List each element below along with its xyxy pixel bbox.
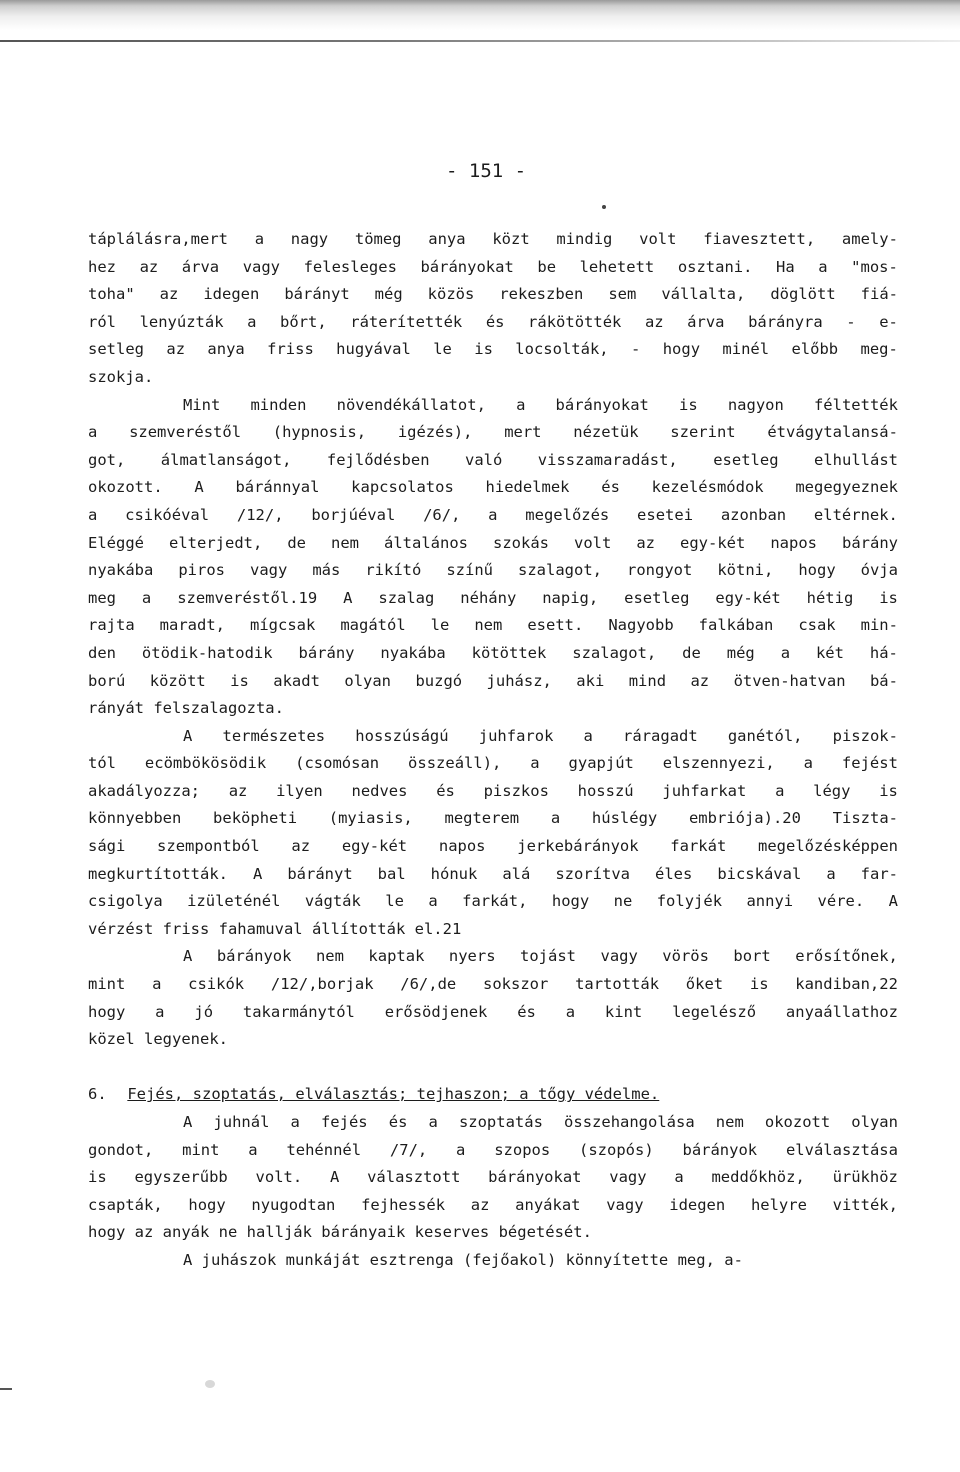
text-line: szokja. [88, 367, 154, 386]
paragraph-6 [88, 1247, 898, 1275]
text-line: got, álmatlanságot, fejlődésben való visszamaradást, esetleg elhullást [88, 450, 898, 469]
section-heading [88, 1081, 898, 1109]
text-line: A bárányok nem kaptak nyers tojást vagy vörös bort erősítőnek, [183, 947, 898, 966]
text-line: a csikóéval /12/, borjúéval /6/, a megelőzés esetei azonban eltérnek. [88, 505, 898, 524]
text-line: toha" az idegen bárányt még közös rekeszben sem vállalta, döglött fiá- [88, 285, 898, 304]
ink-dot [602, 205, 606, 209]
text-line: sági szempontból az egy-két napos jerkebárányok farkát megelőzésképpen [88, 837, 898, 856]
text-line: A természetes hosszúságú juhfarok a ráragadt ganétól, piszok- [183, 726, 898, 745]
paragraph-3 [88, 723, 898, 944]
document-body [88, 226, 898, 1275]
text-line: ról lenyúzták a bőrt, ráterítették és rákötötték az árva bárányra - e- [88, 312, 898, 331]
text-line: csapták, hogy nyugodtan fejhessék az anyákat vagy idegen helyre vitték, [88, 1195, 898, 1214]
text-line: gondot, mint a tehénnél /7/, a szopos (szopós) bárányok elválasztása [88, 1140, 898, 1159]
paragraph-2 [88, 392, 898, 723]
scan-smudge [205, 1380, 215, 1388]
text-line: könnyebben beköpheti (myiasis, megterem a húslégy embriója).20 Tiszta- [88, 809, 898, 828]
text-line: vérzést friss fahamuval állították el.21 [88, 919, 462, 938]
paragraph-1 [88, 226, 898, 392]
section-number: 6. [88, 1085, 107, 1104]
scan-edge-line [0, 40, 960, 42]
text-line: Eléggé elterjedt, de nem általános szokás volt az egy-két napos bárány [88, 533, 898, 552]
text-line: rajta maradt, mígcsak magától le nem esett. Nagyobb falkában csak min- [88, 616, 898, 635]
text-line: is egyszerűbb volt. A választott bárányokat vagy a meddőkhöz, ürükhöz [88, 1168, 898, 1187]
page-number: - 151 - [446, 160, 527, 182]
section-spacer [88, 1054, 898, 1082]
text-line: megkurtították. A bárányt bal hónuk alá szorítva éles bicskával a far- [88, 864, 898, 883]
text-line: csigolya izületénél vágták le a farkát, hogy ne folyjék annyi vére. A [88, 892, 898, 911]
text-line: táplálásra,mert a nagy tömeg anya közt mindig volt fiavesztett, amely- [88, 230, 898, 248]
text-line: meg a szemveréstől.19 A szalag néhány napig, esetleg egy-két hétig is [88, 588, 898, 607]
text-line: mint a csikók /12/,borjak /6/,de sokszor tartották őket is kandiban,22 [88, 975, 898, 994]
text-line: okozott. A báránnyal kapcsolatos hiedelmek és kezelésmódok megegyeznek [88, 478, 898, 497]
paragraph-5 [88, 1109, 898, 1247]
text-line: setleg az anya friss hugyával le is locsolták, - hogy minél előbb meg- [88, 340, 898, 359]
text-line: közel legyenek. [88, 1030, 228, 1049]
margin-mark [0, 1388, 12, 1390]
section-title: Fejés, szoptatás, elválasztás; tejhaszon; a tőgy védelme. [127, 1085, 660, 1104]
text-line: rányát felszalagozta. [88, 699, 284, 718]
text-line: A juhnál a fejés és a szoptatás összehangolása nem okozott olyan [183, 1113, 898, 1131]
text-line: tól ecömbökösödik (csomósan összeáll), a gyapjút elszennyezi, a fejést [88, 754, 898, 773]
paragraph-4 [88, 943, 898, 1053]
text-line: ború között is akadt olyan buzgó juhász, aki mind az ötven-hatvan bá- [88, 671, 898, 690]
text-line: hogy az anyák ne hallják bárányaik keserves bégetését. [88, 1223, 592, 1242]
text-line: A juhászok munkáját esztrenga (fejőakol) könnyítette meg, a- [183, 1250, 743, 1269]
text-line: hez az árva vagy felesleges bárányokat be lehetett osztani. Ha a "mos- [88, 257, 898, 276]
text-line: a szemveréstől (hypnosis, igézés), mert nézetük szerint étvágytalansá- [88, 423, 898, 442]
text-line: Mint minden növendékállatot, a bárányokat is nagyon féltették [183, 395, 898, 414]
text-line: den ötödik-hatodik bárány nyakába kötöttek szalagot, de még a két há- [88, 643, 898, 662]
text-line: nyakába piros vagy más rikító színű szalagot, rongyot kötni, hogy óvja [88, 561, 898, 580]
text-line: akadályozza; az ilyen nedves és piszkos hosszú juhfarkat a légy is [88, 781, 898, 800]
text-line: hogy a jó takarmánytól erősödjenek és a kint legelésző anyaállathoz [88, 1002, 898, 1021]
